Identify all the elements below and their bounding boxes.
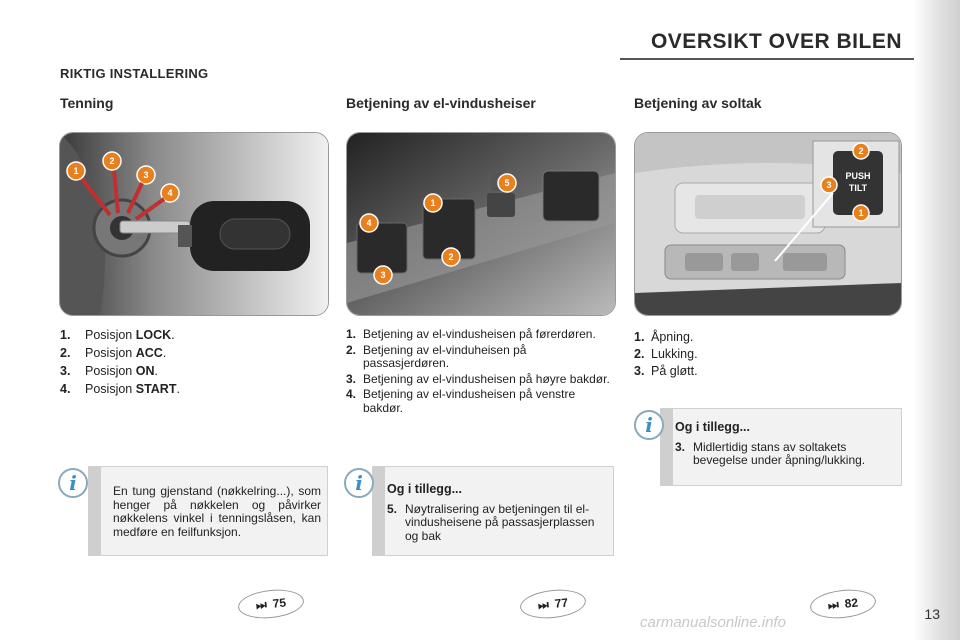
- list-item: 2. Betjening av el-vinduheisen på passasjerdøren.: [346, 342, 527, 370]
- heading-sunroof: Betjening av soltak: [634, 95, 762, 111]
- section-title: RIKTIG INSTALLERING: [60, 66, 209, 81]
- sunroof-info-item: 3. Midlertidig stans av soltakets bevegelse under åpning/lukking.: [675, 439, 866, 467]
- ignition-label-2: 2: [109, 156, 115, 166]
- ignition-info-box: [88, 466, 328, 556]
- ignition-label-4: 4: [167, 188, 173, 198]
- page-edge-shading: [914, 0, 960, 640]
- list-item: 3. På gløtt.: [634, 364, 698, 378]
- watermark: carmanualsonline.info: [640, 614, 786, 631]
- sunroof-label-1: 1: [858, 208, 864, 218]
- info-icon: i: [58, 468, 88, 498]
- sunroof-list: [634, 330, 894, 381]
- window-label-4: 4: [366, 218, 372, 228]
- ignition-label-1: 1: [73, 166, 79, 176]
- list-item: 4. Posisjon START.: [60, 382, 180, 396]
- ignition-label-3: 3: [143, 170, 149, 180]
- windows-info-item: 5. Nøytralisering av betjeningen til el-vindusheisene på passasjerplassen og bak: [387, 501, 595, 543]
- window-label-3: 3: [380, 270, 386, 280]
- sunroof-info-content: [675, 421, 895, 468]
- window-label-5: 5: [504, 178, 510, 188]
- list-item: 3. Betjening av el-vindusheisen på høyre bakdør.: [346, 371, 610, 386]
- info-box-bar: [373, 467, 385, 555]
- list-item: 3. Posisjon ON.: [60, 364, 158, 378]
- window-switch-photo: [346, 132, 616, 316]
- sunroof-label-3: 3: [826, 180, 832, 190]
- list-item: 1. Posisjon LOCK.: [60, 328, 175, 342]
- list-item: 1. Betjening av el-vindusheisen på førerdøren.: [346, 327, 596, 341]
- sunroof-info-heading: Og i tillegg...: [675, 420, 750, 434]
- skip-forward-icon: ⏭: [827, 596, 840, 613]
- page-number: 13: [924, 606, 940, 622]
- sunroof-label-2: 2: [858, 146, 864, 156]
- windows-info-heading: Og i tillegg...: [387, 482, 462, 496]
- sunroof-button-tilt: TILT: [848, 183, 868, 193]
- page-title: OVERSIKT OVER BILEN: [650, 30, 902, 53]
- sunroof-button-push: PUSH: [845, 171, 871, 181]
- skip-forward-icon: ⏭: [537, 596, 550, 613]
- ignition-list: [60, 328, 320, 400]
- list-item: 2. Posisjon ACC.: [60, 346, 167, 360]
- page-ref-77[interactable]: ⏭ 77: [519, 587, 588, 622]
- page-ref-82[interactable]: ⏭ 82: [809, 587, 878, 622]
- sunroof-info-box: [660, 408, 902, 486]
- window-label-2: 2: [448, 252, 454, 262]
- list-item: 1. Åpning.: [634, 330, 694, 344]
- info-box-bar: [89, 467, 101, 555]
- info-icon: i: [344, 468, 374, 498]
- info-icon: i: [634, 410, 664, 440]
- windows-list: [346, 328, 614, 417]
- list-item: 4. Betjening av el-vindusheisen på venstre bakdør.: [346, 387, 576, 415]
- list-item: 2. Lukking.: [634, 347, 698, 361]
- ignition-info-text: En tung gjenstand (nøkkelring...), som henger på nøkkelen og påvirker nøkkelens vinkel i tenningslåsen, kan medføre en feilfunksjon.: [113, 484, 321, 539]
- windows-info-box: [372, 466, 614, 556]
- skip-forward-icon: ⏭: [255, 596, 268, 613]
- ignition-photo: [59, 132, 329, 316]
- sunroof-photo: [634, 132, 902, 316]
- heading-windows: Betjening av el-vindusheiser: [346, 95, 536, 111]
- window-label-1: 1: [430, 198, 436, 208]
- heading-ignition: Tenning: [60, 95, 114, 111]
- windows-info-content: [387, 483, 607, 543]
- title-rule: [620, 58, 914, 60]
- page-ref-75[interactable]: ⏭ 75: [237, 587, 306, 622]
